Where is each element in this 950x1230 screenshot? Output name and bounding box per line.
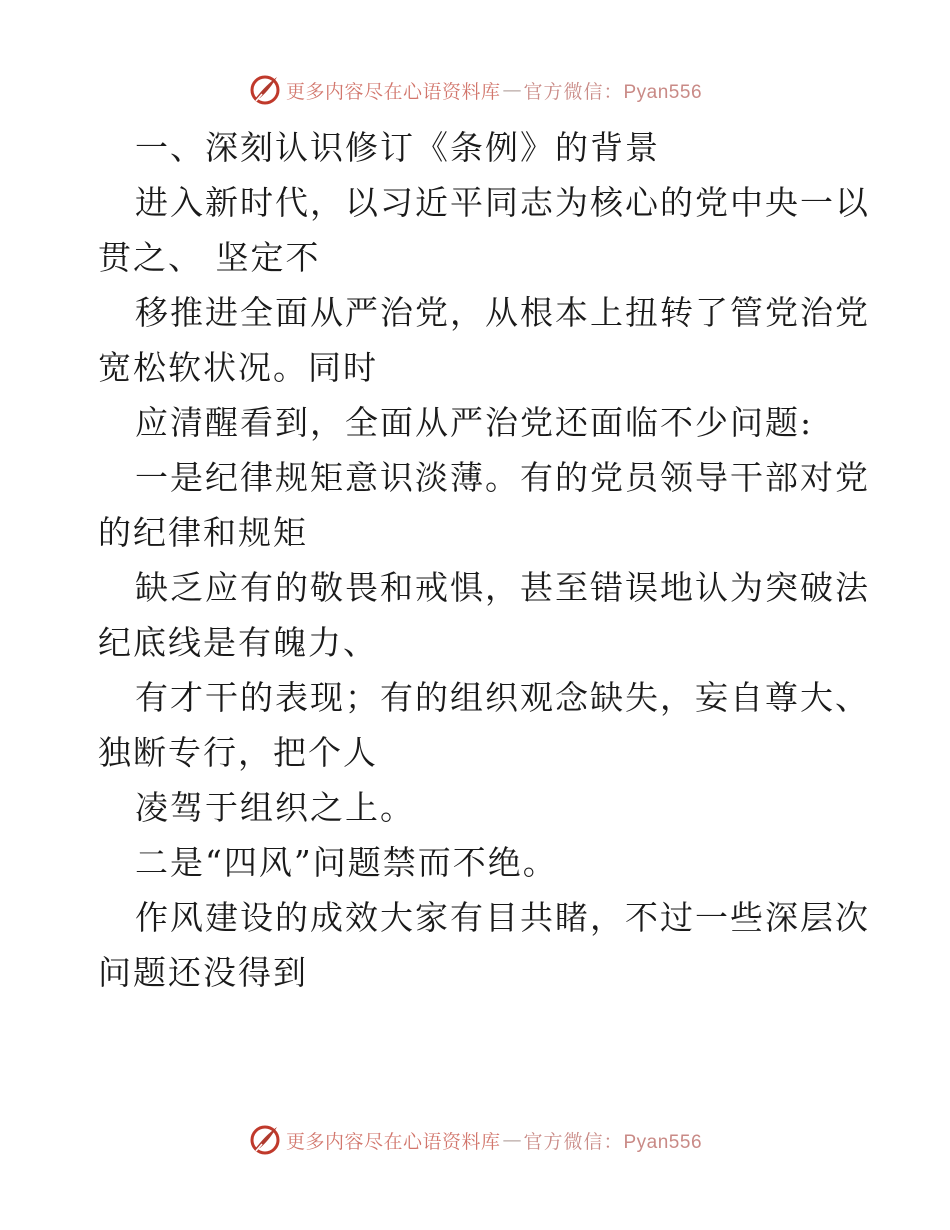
text-line: 问题还没得到	[98, 953, 308, 992]
watermark-code: Pyan556	[623, 81, 703, 103]
text-line: 有才干的表现；有的组织观念缺失，妄自尊大、	[135, 678, 870, 717]
quill-logo-icon	[248, 73, 282, 107]
watermark-brand: 更多内容尽在心语资料库	[285, 80, 501, 103]
document-body	[98, 120, 870, 1000]
text-line: 应清醒看到，全面从严治党还面临不少问题:	[135, 403, 814, 442]
text-line: 凌驾于组织之上。	[135, 788, 415, 827]
text-line: 二是“四风”问题禁而不绝。	[135, 843, 558, 882]
text-line: 进入新时代，以习近平同志为核心的党中央一以	[135, 183, 870, 222]
text-line: 贯之、 坚定不	[98, 238, 321, 277]
watermark-label: 官方微信：	[523, 1130, 624, 1153]
footer-watermark	[0, 1120, 950, 1160]
text-line: 一、深刻认识修订《条例》的背景	[135, 128, 660, 167]
text-line: 缺乏应有的敬畏和戒惧，甚至错误地认为突破法	[135, 568, 870, 607]
text-line: 的纪律和规矩	[98, 513, 308, 552]
text-line: 独断专行，把个人	[98, 733, 378, 772]
text-line: 宽松软状况。同时	[98, 348, 378, 387]
text-line: 作风建设的成效大家有目共睹，不过一些深层次	[135, 898, 870, 937]
quill-logo-icon	[248, 1123, 282, 1157]
watermark-brand: 更多内容尽在心语资料库	[285, 1130, 501, 1153]
header-watermark	[0, 70, 950, 110]
watermark-dash: —	[502, 79, 522, 101]
text-line: 移推进全面从严治党，从根本上扭转了管党治党	[135, 293, 870, 332]
watermark-dash: —	[502, 1129, 522, 1151]
watermark-code: Pyan556	[623, 1131, 703, 1153]
text-line: 一是纪律规矩意识淡薄。有的党员领导干部对党	[135, 458, 870, 497]
text-line: 纪底线是有魄力、	[98, 623, 378, 662]
watermark-label: 官方微信：	[523, 80, 624, 103]
